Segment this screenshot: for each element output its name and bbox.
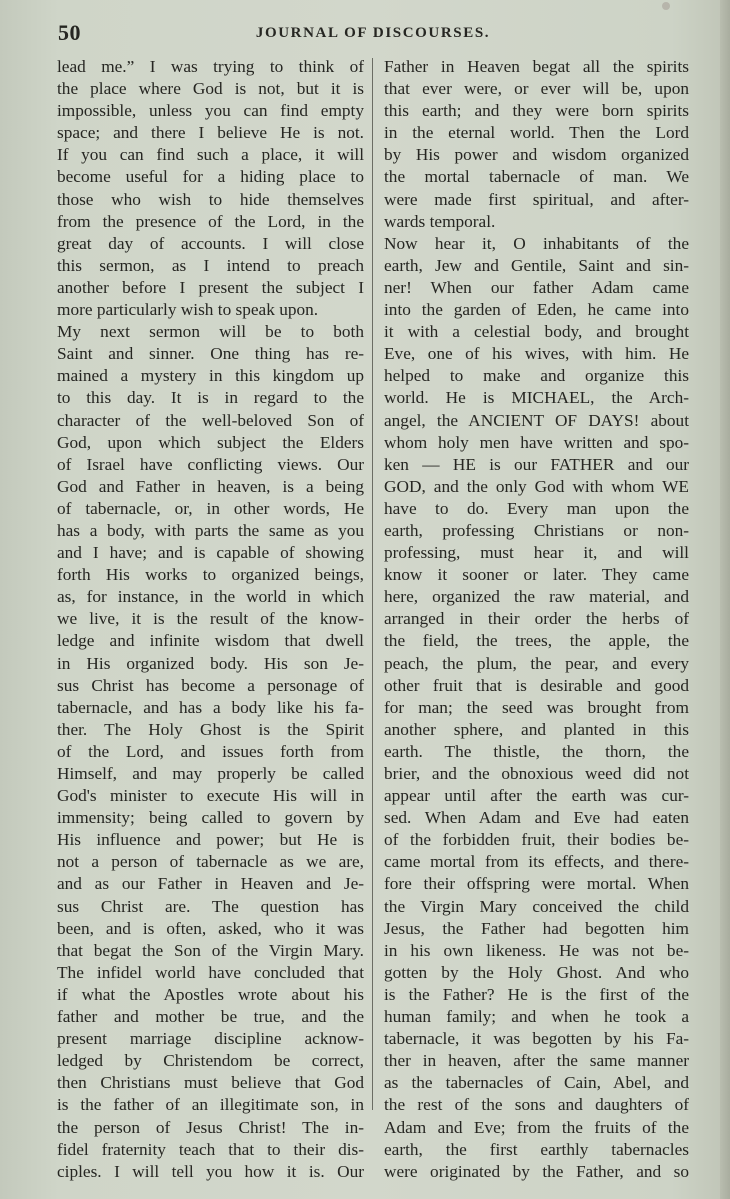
text-line: other fruit that is desirable and good: [384, 675, 689, 695]
text-line: been, and is often, asked, who it was: [57, 918, 364, 938]
text-line: for man; the seed was brought from: [384, 697, 689, 717]
text-line: by His power and wisdom organized: [384, 145, 689, 165]
text-line: earth, the first earthly tabernacles: [384, 1139, 689, 1159]
text-line: in His organized body. His son Je-: [57, 653, 364, 673]
text-line: ledged by Christendom be correct,: [57, 1051, 364, 1071]
text-line: were originated by the Father, and so: [384, 1161, 689, 1181]
text-line: if what the Apostles wrote about his: [57, 984, 364, 1004]
text-line: to this day. It is in regard to the: [57, 388, 364, 408]
text-line: great day of accounts. I will close: [57, 233, 364, 253]
text-line: it with a celestial body, and brought: [384, 322, 689, 342]
paper-stain: [662, 2, 670, 10]
text-line: character of the well-beloved Son of: [57, 410, 364, 430]
text-line: came mortal from its effects, and there-: [384, 852, 689, 872]
text-line: sus Christ has become a personage of: [57, 675, 364, 695]
text-line: Now hear it, O inhabitants of the: [384, 233, 689, 253]
text-line: has a body, with parts the same as you: [57, 520, 364, 540]
text-line: this sermon, as I intend to preach: [57, 255, 364, 275]
text-line: My next sermon will be to both: [57, 322, 364, 342]
text-line: and I have; and is capable of showing: [57, 543, 364, 563]
text-line: another before I present the subject I: [57, 277, 364, 297]
text-line: know it sooner or later. They came: [384, 565, 689, 585]
text-line: from the presence of the Lord, in the: [57, 211, 364, 231]
text-line: this earth; and they were born spirits: [384, 101, 689, 121]
text-line: then Christians must believe that God: [57, 1073, 364, 1093]
text-line: the mortal tabernacle of man. We: [384, 167, 689, 187]
text-line: Eve, one of his wives, with him. He: [384, 344, 689, 364]
text-line: another sphere, and planted in this: [384, 719, 689, 739]
text-line: ciples. I will tell you how it is. Our: [57, 1161, 364, 1181]
text-line: the field, the trees, the apple, the: [384, 631, 689, 651]
text-line: have to do. Every man upon the: [384, 498, 689, 518]
text-line: of tabernacle, or, in other words, He: [57, 498, 364, 518]
text-line: that ever were, or ever will be, upon: [384, 79, 689, 99]
text-line: ner! When our father Adam came: [384, 277, 689, 297]
text-line: angel, the ANCIENT OF DAYS! about: [384, 410, 689, 430]
running-title: JOURNAL OF DISCOURSES.: [255, 25, 491, 41]
page-edge: [720, 0, 730, 1199]
text-line: fidel fraternity teach that to their dis-: [57, 1139, 364, 1159]
text-line: fore their offspring were mortal. When: [384, 874, 689, 894]
text-line: professing, must hear it, and will: [384, 543, 689, 563]
text-line: as, for instance, in the world in which: [57, 587, 364, 607]
text-line: of the Lord, and issues forth from: [57, 741, 364, 761]
text-line: of the forbidden fruit, their bodies be-: [384, 830, 689, 850]
text-line: Father in Heaven begat all the spirits: [384, 57, 689, 76]
text-line: tabernacle, and has a body like his fa-: [57, 697, 364, 717]
text-line: world. He is MICHAEL, the Arch-: [384, 388, 689, 408]
text-line: gotten by the Holy Ghost. And who: [384, 962, 689, 982]
text-line: and as our Father in Heaven and Je-: [57, 874, 364, 894]
text-line: in his own likeness. He was not be-: [384, 940, 689, 960]
text-line: father and mother be true, and the: [57, 1007, 364, 1027]
text-line: earth, Jew and Gentile, Saint and sin-: [384, 255, 689, 275]
page-number: 50: [58, 20, 81, 45]
text-line: the person of Jesus Christ! The in-: [57, 1117, 364, 1137]
text-line: brier, and the obnoxious weed did not: [384, 764, 689, 783]
text-line: Saint and sinner. One thing has re-: [57, 344, 364, 364]
text-line: as the tabernacles of Cain, Abel, and: [384, 1073, 689, 1093]
text-line: not a person of tabernacle as we are,: [57, 852, 364, 872]
text-line: earth. The thistle, the thorn, the: [384, 741, 689, 761]
column-divider: [372, 58, 373, 1110]
text-line: His influence and power; but He is: [57, 830, 364, 850]
text-line: Himself, and may properly be called: [57, 764, 364, 783]
text-line: sus Christ are. The question has: [57, 896, 364, 916]
text-line: ther. The Holy Ghost is the Spirit: [57, 719, 364, 739]
text-line: God, upon which subject the Elders: [57, 432, 364, 452]
text-line: GOD, and the only God with whom WE: [384, 476, 689, 496]
text-line: the place where God is not, but it is: [57, 79, 364, 99]
text-line: ledge and infinite wisdom that dwell: [57, 631, 364, 651]
text-line: earth, professing Christians or non-: [384, 520, 689, 540]
text-line: that begat the Son of the Virgin Mary.: [57, 940, 364, 960]
text-line: human family; and when he took a: [384, 1007, 689, 1027]
text-line: ken — HE is our FATHER and our: [384, 454, 689, 474]
text-line: here, organized the raw material, and: [384, 587, 689, 607]
text-line: If you can find such a place, it will: [57, 145, 364, 165]
text-line: become useful for a hiding place to: [57, 167, 364, 187]
page-header: [58, 18, 688, 52]
text-line: into the garden of Eden, he came into: [384, 300, 689, 320]
text-line: the rest of the sons and daughters of: [384, 1095, 689, 1115]
right-text-column: [384, 56, 689, 1183]
text-line: forth His works to organized beings,: [57, 565, 364, 585]
text-line: more particularly wish to speak upon.: [57, 300, 319, 320]
text-line: helped to make and organize this: [384, 366, 689, 386]
text-line: impossible, unless you can find empty: [57, 101, 364, 121]
text-line: wards temporal.: [384, 211, 496, 231]
text-line: sed. When Adam and Eve had eaten: [384, 808, 689, 828]
text-line: arranged in their order the herbs of: [384, 609, 689, 629]
text-line: whom holy men have written and spo-: [384, 432, 689, 452]
text-line: space; and there I believe He is not.: [57, 123, 364, 143]
text-line: appear until after the earth was cur-: [384, 786, 689, 806]
text-line: we live, it is the result of the know-: [57, 609, 364, 629]
text-line: immensity; being called to govern by: [57, 808, 364, 828]
text-line: peach, the plum, the pear, and every: [384, 653, 689, 673]
text-line: the Virgin Mary conceived the child: [384, 896, 689, 916]
text-line: those who wish to hide themselves: [57, 189, 364, 209]
text-line: ther in heaven, after the same manner: [384, 1051, 689, 1071]
text-line: mained a mystery in this kingdom up: [57, 366, 364, 386]
text-line: tabernacle, it was begotten by his Fa-: [384, 1029, 689, 1049]
text-line: of Israel have conflicting views. Our: [57, 454, 364, 474]
text-line: were made first spiritual, and after-: [384, 189, 689, 209]
text-line: is the father of an illegitimate son, in: [57, 1095, 364, 1115]
text-line: lead me.” I was trying to think of: [57, 57, 364, 76]
text-line: Jesus, the Father had begotten him: [384, 918, 689, 938]
text-line: in the eternal world. Then the Lord: [384, 123, 689, 143]
left-text-column: [57, 56, 364, 1183]
text-line: present marriage discipline acknow-: [57, 1029, 364, 1049]
text-line: is the Father? He is the first of the: [384, 984, 689, 1004]
text-line: Adam and Eve; from the fruits of the: [384, 1117, 689, 1137]
text-line: God and Father in heaven, is a being: [57, 476, 364, 496]
text-line: God's minister to execute His will in: [57, 786, 364, 806]
text-line: The infidel world have concluded that: [57, 962, 364, 982]
